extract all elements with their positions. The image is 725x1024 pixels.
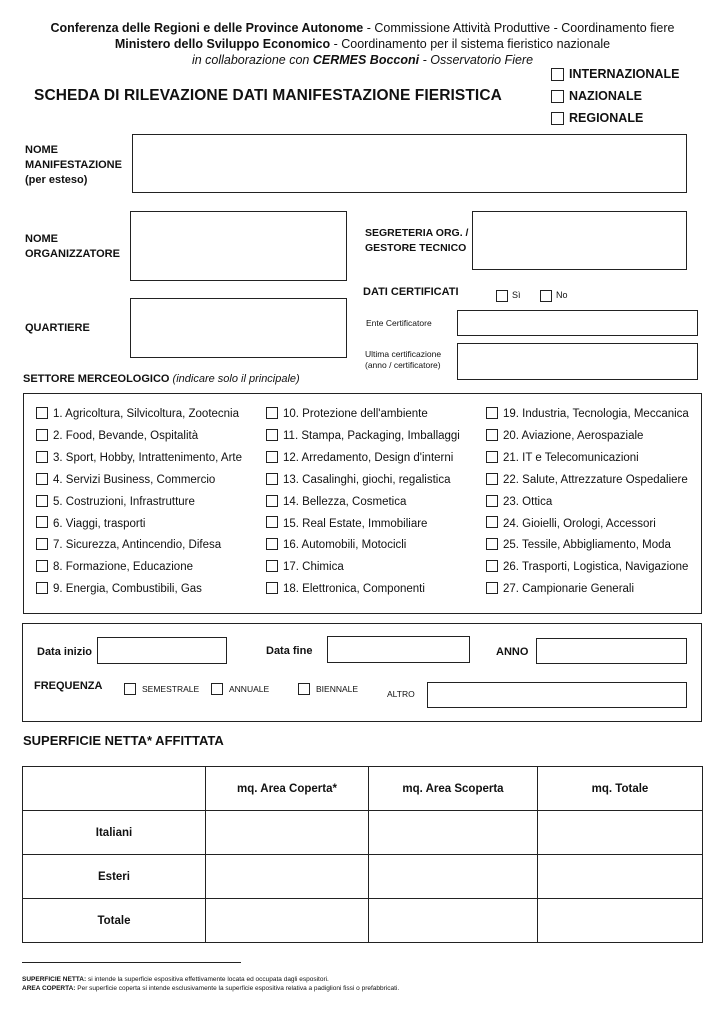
frequenza-biennale-option[interactable]: BIENNALE — [298, 683, 358, 696]
sector-option-label: 19. Industria, Tecnologia, Meccanica — [503, 408, 689, 420]
table-row — [23, 855, 703, 899]
data-fine-label: Data fine — [266, 645, 313, 657]
sector-option-label: 5. Costruzioni, Infrastrutture — [53, 495, 195, 508]
sector-option-label: 10. Protezione dell'ambiente — [283, 408, 428, 420]
quartiere-label: QUARTIERE — [25, 322, 90, 334]
sector-checkbox[interactable] — [36, 429, 48, 441]
header-line-2: Ministero dello Sviluppo Economico - Coordinamento per il sistema fieristico nazionale — [114, 37, 611, 51]
sector-checkbox[interactable] — [486, 407, 498, 419]
sector-option[interactable] — [266, 582, 425, 596]
sector-option[interactable] — [266, 451, 453, 465]
annuale-checkbox[interactable] — [211, 683, 223, 695]
sector-checkbox[interactable] — [36, 516, 48, 528]
scope-nazionale-checkbox[interactable] — [551, 90, 564, 103]
sector-checkbox[interactable] — [266, 582, 278, 594]
sector-option-label: 26. Trasporti, Logistica, Navigazione — [503, 561, 689, 574]
sector-option-label: 9. Energia, Combustibili, Gas — [53, 583, 202, 596]
sector-option[interactable] — [36, 538, 221, 552]
sector-checkbox[interactable] — [36, 560, 48, 572]
sector-option[interactable] — [486, 495, 552, 509]
superficie-header-row — [23, 767, 703, 811]
sector-option-label: 6. Viaggi, trasporti — [53, 517, 146, 530]
sector-checkbox[interactable] — [486, 582, 498, 594]
sector-checkbox[interactable] — [36, 538, 48, 550]
sector-option[interactable] — [266, 560, 344, 574]
sector-option-label: 22. Salute, Attrezzature Ospedaliere — [503, 473, 688, 486]
totale-totale-cell[interactable] — [538, 899, 703, 943]
ultima-certificazione-label: Ultima certificazione (anno / certificatore) — [365, 349, 442, 370]
sector-option[interactable] — [266, 407, 428, 421]
settore-heading: SETTORE MERCEOLOGICO (indicare solo il principale) — [23, 373, 300, 385]
segreteria-label: SEGRETERIA ORG. / GESTORE TECNICO — [365, 227, 469, 254]
sector-option-label: 7. Sicurezza, Antincendio, Difesa — [53, 539, 222, 552]
altro-field[interactable] — [427, 682, 687, 708]
scope-nazionale[interactable]: NAZIONALE — [551, 89, 642, 103]
biennale-checkbox[interactable] — [298, 683, 310, 695]
sector-checkbox[interactable] — [266, 516, 278, 528]
italiani-coperta-cell[interactable] — [206, 811, 369, 855]
col-totale: mq. Totale — [538, 767, 703, 811]
sector-option[interactable] — [266, 429, 460, 443]
sector-option-label: 27. Campionarie Generali — [503, 583, 635, 596]
sector-option-label: 16. Automobili, Motocicli — [283, 539, 407, 552]
certificati-si-option[interactable]: Sì — [496, 289, 521, 302]
sector-option[interactable] — [36, 582, 202, 596]
sector-checkbox[interactable] — [36, 451, 48, 463]
sector-checkbox[interactable] — [266, 429, 278, 441]
nome-manifestazione-field[interactable] — [132, 134, 687, 193]
superficie-table — [22, 766, 703, 943]
sector-option[interactable] — [486, 538, 671, 552]
sector-checkbox[interactable] — [36, 407, 48, 419]
certificati-si-checkbox[interactable] — [496, 290, 508, 302]
row-label-totale: Totale — [23, 899, 206, 943]
sector-option[interactable] — [36, 473, 215, 487]
sector-checkbox[interactable] — [266, 538, 278, 550]
sector-option[interactable] — [486, 560, 688, 574]
scope-internazionale[interactable]: INTERNAZIONALE — [551, 67, 679, 81]
superficie-heading: SUPERFICIE NETTA* AFFITTATA — [23, 733, 224, 748]
sector-option-label: 4. Servizi Business, Commercio — [53, 473, 216, 486]
header-line-3: in collaborazione con CERMES Bocconi - Osservatorio Fiere — [191, 53, 534, 67]
sector-option-label: 25. Tessile, Abbigliamento, Moda — [503, 539, 671, 552]
row-label-italiani: Italiani — [23, 811, 206, 855]
sector-checkbox[interactable] — [486, 495, 498, 507]
esteri-coperta-cell[interactable] — [206, 855, 369, 899]
sector-option[interactable] — [486, 429, 643, 443]
data-inizio-field[interactable] — [97, 637, 227, 664]
anno-field[interactable] — [536, 638, 687, 664]
sector-option-label: 23. Ottica — [503, 495, 553, 508]
data-fine-field[interactable] — [327, 636, 470, 663]
sector-option[interactable] — [486, 451, 639, 465]
nome-organizzatore-field[interactable] — [130, 211, 347, 281]
anno-label: ANNO — [496, 646, 529, 658]
sector-option[interactable] — [266, 538, 406, 552]
sector-checkbox[interactable] — [486, 451, 498, 463]
table-row — [23, 811, 703, 855]
sector-option-label: 21. IT e Telecomunicazioni — [503, 451, 639, 464]
ente-certificatore-field[interactable] — [457, 310, 698, 336]
sector-option-label: 17. Chimica — [283, 561, 344, 574]
sector-option-label: 18. Elettronica, Componenti — [283, 583, 425, 596]
sector-option[interactable] — [36, 407, 239, 421]
sector-option[interactable] — [486, 473, 688, 487]
sector-option[interactable] — [486, 582, 634, 596]
sector-option-label: 20. Aviazione, Aerospaziale — [503, 429, 644, 442]
scope-regionale[interactable]: REGIONALE — [551, 111, 643, 125]
footnote-superficie-netta: SUPERFICIE NETTA: si intende la superficie espositiva effettivamente locata ed occupata dagli espositori. — [22, 976, 329, 983]
sector-checkbox[interactable] — [486, 560, 498, 572]
sector-option-label: 11. Stampa, Packaging, Imballaggi — [283, 429, 460, 442]
sector-option-label: 8. Formazione, Educazione — [53, 561, 193, 574]
sector-checkbox[interactable] — [266, 560, 278, 572]
sector-option[interactable] — [266, 473, 450, 487]
segreteria-field[interactable] — [472, 211, 687, 270]
data-inizio-label: Data inizio — [37, 646, 93, 658]
sector-option-label: 3. Sport, Hobby, Intrattenimento, Arte — [53, 451, 242, 464]
totale-scoperta-cell[interactable] — [369, 899, 538, 943]
italiani-totale-cell[interactable] — [538, 811, 703, 855]
esteri-scoperta-cell[interactable] — [369, 855, 538, 899]
esteri-totale-cell[interactable] — [538, 855, 703, 899]
altro-label: ALTRO — [387, 689, 415, 699]
sector-option-label: 1. Agricoltura, Silvicoltura, Zootecnia — [53, 408, 240, 420]
footnote-area-coperta: AREA COPERTA: Per superficie coperta si intende esclusivamente la superficie espositiva relativa a padiglioni fissi o prefabbricati. — [22, 985, 400, 992]
footnote-divider — [22, 962, 241, 963]
form-title: SCHEDA DI RILEVAZIONE DATI MANIFESTAZIONE FIERISTICA — [34, 87, 502, 104]
frequenza-label: FREQUENZA — [34, 680, 103, 692]
superficie-corner-cell — [23, 767, 206, 811]
frequenza-semestrale-option[interactable]: SEMESTRALE — [124, 683, 199, 696]
sector-checkbox[interactable] — [36, 495, 48, 507]
table-row — [23, 899, 703, 943]
certificati-no-checkbox[interactable] — [540, 290, 552, 302]
sector-option[interactable] — [36, 429, 198, 443]
sector-checkbox[interactable] — [266, 451, 278, 463]
col-area-scoperta: mq. Area Scoperta — [369, 767, 538, 811]
frequenza-annuale-option[interactable]: ANNUALE — [211, 683, 269, 696]
nome-organizzatore-label: NOME ORGANIZZATORE — [25, 233, 120, 260]
col-area-coperta: mq. Area Coperta* — [206, 767, 369, 811]
sector-option[interactable] — [486, 517, 656, 531]
document-header — [0, 20, 725, 68]
sector-checkbox[interactable] — [486, 429, 498, 441]
sector-option[interactable] — [36, 495, 195, 509]
sector-option-label: 15. Real Estate, Immobiliare — [283, 517, 428, 530]
sector-checkbox[interactable] — [36, 582, 48, 594]
sector-option[interactable] — [36, 560, 193, 574]
scope-internazionale-checkbox[interactable] — [551, 68, 564, 81]
sector-option[interactable] — [486, 407, 689, 421]
sector-option-label: 12. Arredamento, Design d'interni — [283, 451, 454, 464]
ente-certificatore-label: Ente Certificatore — [366, 318, 432, 328]
sector-checkbox[interactable] — [486, 473, 498, 485]
totale-coperta-cell[interactable] — [206, 899, 369, 943]
ultima-certificazione-field[interactable] — [457, 343, 698, 380]
italiani-scoperta-cell[interactable] — [369, 811, 538, 855]
nome-manifestazione-label: NOME MANIFESTAZIONE (per esteso) — [25, 144, 122, 186]
sector-option[interactable] — [266, 495, 406, 509]
sector-checkbox[interactable] — [486, 538, 498, 550]
semestrale-checkbox[interactable] — [124, 683, 136, 695]
row-label-esteri: Esteri — [23, 855, 206, 899]
certificati-no-option[interactable]: No — [540, 289, 568, 302]
sector-option-label: 2. Food, Bevande, Ospitalità — [53, 429, 199, 442]
sector-option-label: 24. Gioielli, Orologi, Accessori — [503, 517, 656, 530]
sector-option-label: 13. Casalinghi, giochi, regalistica — [283, 473, 451, 486]
header-line-1: Conferenza delle Regioni e delle Province Autonome - Commissione Attività Produttive - Coordinamento fiere — [50, 21, 675, 35]
dati-certificati-label: DATI CERTIFICATI — [363, 286, 459, 298]
sector-checkbox[interactable] — [36, 473, 48, 485]
sector-checkbox[interactable] — [486, 516, 498, 528]
sector-option-label: 14. Bellezza, Cosmetica — [283, 495, 407, 508]
quartiere-field[interactable] — [130, 298, 347, 358]
scope-regionale-checkbox[interactable] — [551, 112, 564, 125]
sector-option[interactable] — [36, 517, 145, 531]
sector-checkbox[interactable] — [266, 495, 278, 507]
sector-checkbox[interactable] — [266, 473, 278, 485]
sector-option[interactable] — [36, 451, 242, 465]
sector-option[interactable] — [266, 517, 427, 531]
sector-checkbox[interactable] — [266, 407, 278, 419]
